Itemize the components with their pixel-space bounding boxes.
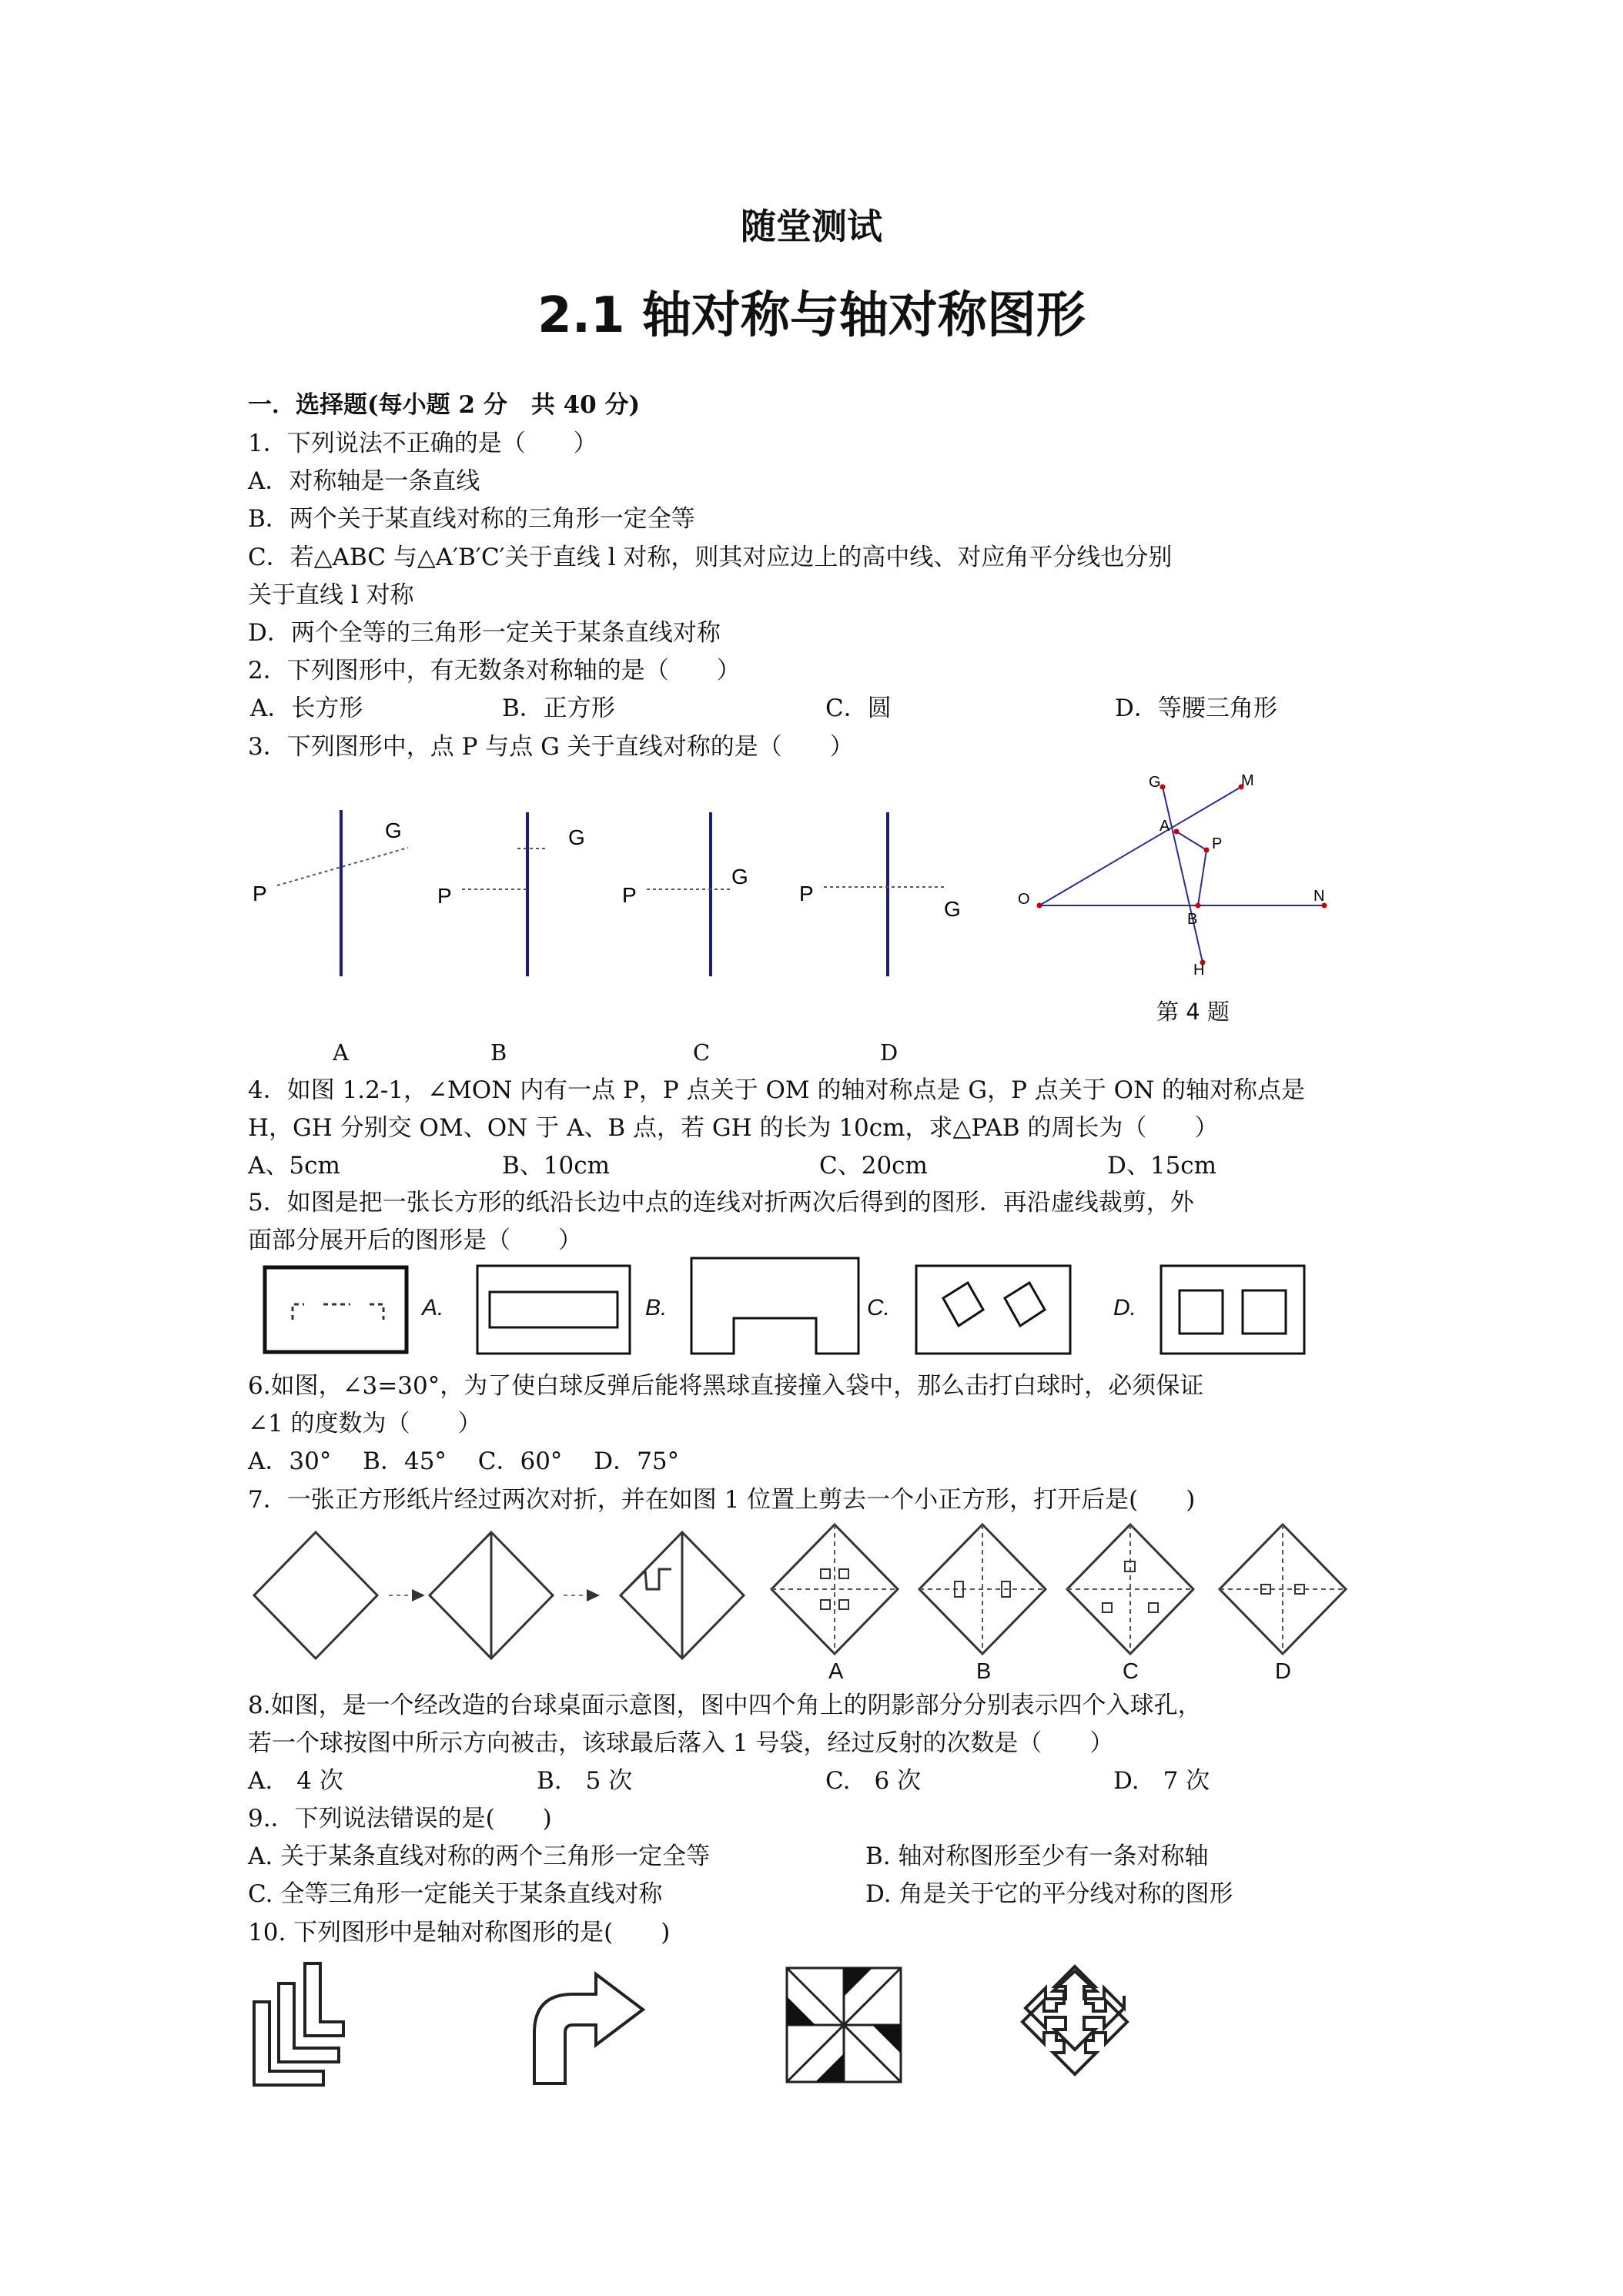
svg-text:A: A: [1160, 818, 1170, 835]
q8-option-b: B. 5 次: [537, 1767, 633, 1795]
point-g-label: G: [385, 818, 402, 842]
q3-figure-b: [431, 801, 616, 986]
q1-option-a: A．对称轴是一条直线: [248, 467, 480, 495]
page-subtitle: 2.1 轴对称与轴对称图形: [537, 287, 1086, 344]
q2-stem: 2．下列图形中，有无数条对称轴的是（ ）: [248, 657, 741, 684]
q7-label-c: C: [1123, 1659, 1139, 1684]
page-title: 随堂测试: [741, 206, 882, 247]
svg-text:P: P: [622, 883, 637, 907]
q5-label-a: A.: [422, 1295, 444, 1320]
svg-text:P: P: [1212, 835, 1223, 852]
q5-label-c: C.: [867, 1295, 890, 1320]
section-heading: 一．选择题(每小题 2 分 共 40 分): [248, 391, 641, 419]
q4-option-b: B、10cm: [502, 1152, 610, 1180]
q5-label-b: B.: [645, 1295, 668, 1320]
svg-text:G: G: [1149, 774, 1161, 791]
q8-line2: 若一个球按图中所示方向被击，该球最后落入 1 号袋，经过反射的次数是（ ）: [248, 1729, 1114, 1757]
svg-text:N: N: [1313, 888, 1325, 905]
q4-option-c: C、20cm: [819, 1152, 928, 1180]
q3-stem: 3．下列图形中，点 P 与点 G 关于直线对称的是（ ）: [248, 733, 854, 761]
q9-option-d: D. 角是关于它的平分线对称的图形: [865, 1880, 1233, 1908]
q9-option-a: A. 关于某条直线对称的两个三角形一定全等: [248, 1842, 711, 1870]
q10-figures: [246, 1956, 1247, 2094]
q3-label-d: D: [880, 1039, 899, 1066]
q1-option-c-line2: 关于直线 l 对称: [248, 581, 414, 609]
q8-line1: 8.如图，是一个经改造的台球桌面示意图，图中四个角上的阴影部分分别表示四个入球孔，: [248, 1692, 1202, 1719]
q9-option-c: C. 全等三角形一定能关于某条直线对称: [248, 1880, 663, 1908]
q7-label-d: D: [1275, 1659, 1291, 1684]
q3-label-b: B: [490, 1039, 507, 1066]
q3-figure-a: [246, 801, 431, 986]
q2-option-d: D．等腰三角形: [1115, 694, 1277, 722]
q1-option-c-line1: C．若△ABC 与△A′B′C′关于直线 l 对称，则其对应边上的高中线、对应角平分线也分别: [248, 544, 1173, 571]
q8-option-d: D. 7 次: [1113, 1767, 1210, 1795]
svg-text:H: H: [1193, 962, 1205, 979]
q4-line1: 4．如图 1.2-1，∠MON 内有一点 P，P 点关于 OM 的轴对称点是 G，P 点关于 ON 的轴对称点是: [248, 1076, 1306, 1104]
svg-text:G: G: [568, 825, 585, 849]
q9-option-b: B. 轴对称图形至少有一条对称轴: [865, 1842, 1209, 1870]
q10-stem: 10. 下列图形中是轴对称图形的是( ): [248, 1919, 671, 1946]
q1-option-d: D．两个全等的三角形一定关于某条直线对称: [248, 619, 721, 647]
q2-option-c: C．圆: [825, 694, 892, 722]
q5-figures: [246, 1257, 1324, 1364]
q3-figure-d: [793, 801, 978, 986]
q9-stem: 9.．下列说法错误的是( ): [248, 1805, 552, 1832]
q5-line2: 面部分展开后的图形是（ ）: [248, 1227, 582, 1254]
q4-option-d: D、15cm: [1107, 1152, 1217, 1180]
fig4-diagram: [1016, 770, 1355, 1016]
q6-line1: 6.如图，∠3=30°，为了使白球反弹后能将黑球直接撞入袋中，那么击打白球时，必须保证: [248, 1372, 1204, 1400]
q2-option-b: B．正方形: [502, 694, 615, 722]
q4-option-a: A、5cm: [248, 1152, 340, 1180]
q8-option-a: A. 4 次: [248, 1767, 343, 1795]
q2-option-a: A．长方形: [250, 694, 363, 722]
q7-label-b: B: [976, 1659, 992, 1684]
q1-option-b: B．两个关于某直线对称的三角形一定全等: [248, 505, 695, 533]
q3-label-c: C: [693, 1039, 711, 1066]
q6-options: A．30° B．45° C．60° D．75°: [248, 1448, 680, 1475]
q3-figure-c: [616, 801, 801, 986]
q5-line1: 5．如图是把一张长方形的纸沿长边中点的连线对折两次后得到的图形．再沿虚线裁剪，外: [248, 1189, 1194, 1217]
q8-option-c: C. 6 次: [825, 1767, 922, 1795]
point-p-label: P: [253, 882, 267, 905]
svg-text:G: G: [944, 897, 961, 921]
svg-text:G: G: [731, 865, 748, 889]
svg-text:P: P: [437, 884, 452, 908]
q7-label-a: A: [828, 1659, 844, 1684]
q4-line2: H，GH 分别交 OM、ON 于 A、B 点，若 GH 的长为 10cm，求△PAB 的周长为（ ）: [248, 1114, 1219, 1142]
q7-stem: 7．一张正方形纸片经过两次对折，并在如图 1 位置上剪去一个小正方形，打开后是( ): [248, 1486, 1196, 1514]
q3-label-a: A: [333, 1039, 349, 1066]
q1-stem: 1．下列说法不正确的是（ ）: [248, 430, 597, 457]
q6-line2: ∠1 的度数为（ ）: [248, 1410, 482, 1438]
q7-figures: [246, 1515, 1386, 1685]
svg-text:M: M: [1241, 772, 1254, 789]
svg-text:O: O: [1018, 891, 1030, 908]
fig4-caption: 第 4 题: [1156, 999, 1230, 1025]
svg-text:B: B: [1187, 911, 1198, 928]
svg-text:P: P: [799, 882, 814, 905]
q5-label-d: D.: [1113, 1295, 1136, 1320]
